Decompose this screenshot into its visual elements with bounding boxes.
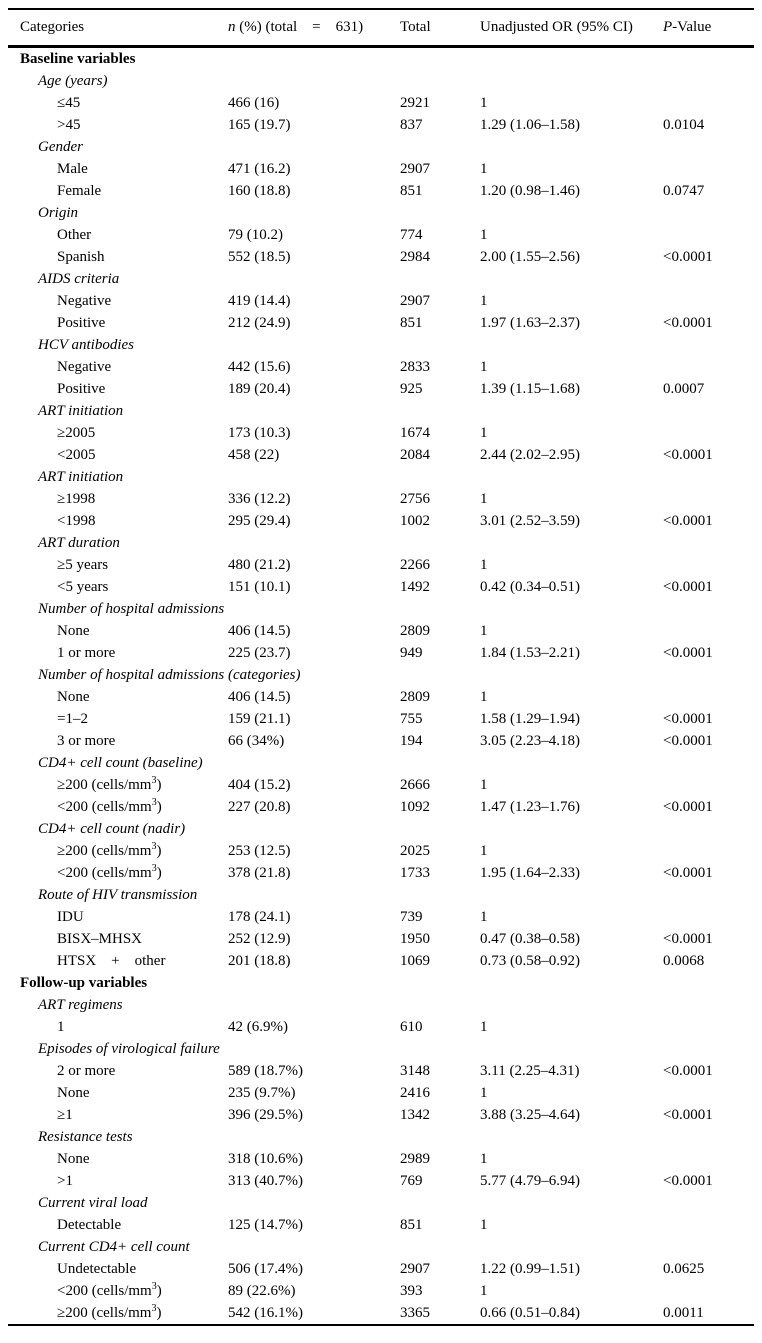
n-cell: 506 (17.4%) [228, 1261, 303, 1277]
pvalue-cell: <0.0001 [663, 865, 713, 881]
pvalue-cell [651, 1280, 754, 1302]
n-cell: 442 (15.6) [228, 359, 291, 375]
or-cell: 1 [480, 491, 488, 507]
total-cell: 1002 [400, 513, 430, 529]
n-cell: 396 (29.5%) [228, 1107, 303, 1123]
or-cell: 1.97 (1.63–2.37) [480, 315, 580, 331]
or-cell: 1 [480, 1085, 488, 1101]
table-row [8, 290, 754, 312]
or-cell: 1 [480, 161, 488, 177]
total-cell: 837 [400, 117, 423, 133]
stat-table [8, 8, 754, 1326]
or-cell: 5.77 (4.79–6.94) [480, 1173, 580, 1189]
col-header-pvalue [651, 9, 754, 47]
or-cell: 0.42 (0.34–0.51) [480, 579, 580, 595]
category-cell: Route of HIV transmission [38, 887, 198, 903]
or-cell: 2.00 (1.55–2.56) [480, 249, 580, 265]
table-row [8, 862, 754, 884]
category-cell: ≥200 $(cells/mm^3)$ [57, 775, 162, 793]
category-cell: None [57, 1151, 90, 1167]
or-cell: 1 [480, 557, 488, 573]
category-cell: <200 $(cells/mm^3)$ [57, 863, 162, 881]
or-cell: 3.11 (2.25–4.31) [480, 1063, 580, 1079]
category-cell: 1 or more [57, 645, 116, 661]
category-cell: ART regimens [38, 997, 123, 1013]
col-header-n-rest: (%) (total = 631) [235, 19, 364, 35]
n-cell: 542 (16.1%) [228, 1305, 303, 1321]
pvalue-cell: 0.0625 [663, 1261, 705, 1277]
or-cell: 1 [480, 689, 488, 705]
n-cell: 89 (22.6%) [228, 1283, 296, 1299]
or-cell: 1 [480, 95, 488, 111]
category-cell: HTSX + other [57, 953, 166, 969]
table-row [8, 686, 754, 708]
total-cell: 1674 [400, 425, 430, 441]
n-cell: 471 (16.2) [228, 161, 291, 177]
category-cell: Episodes of virological failure [38, 1041, 220, 1057]
table-row [8, 598, 754, 620]
pvalue-cell: <0.0001 [663, 249, 713, 265]
col-header-p-italic: P [663, 19, 673, 35]
or-cell: 3.01 (2.52–3.59) [480, 513, 580, 529]
category-cell: None [57, 623, 90, 639]
n-cell: 173 (10.3) [228, 425, 291, 441]
n-cell: 165 (19.7) [228, 117, 291, 133]
pvalue-cell [651, 686, 754, 708]
table-row [8, 884, 754, 906]
total-cell: 3365 [400, 1305, 430, 1321]
total-cell: 755 [400, 711, 423, 727]
total-cell: 1092 [400, 799, 430, 815]
table-row [8, 158, 754, 180]
pvalue-cell [651, 840, 754, 862]
table-row [8, 1170, 754, 1192]
n-cell: 178 (24.1) [228, 909, 291, 925]
or-cell: 2.44 (2.02–2.95) [480, 447, 580, 463]
table-row [8, 994, 754, 1016]
total-cell: 1492 [400, 579, 430, 595]
or-cell: 1.47 (1.23–1.76) [480, 799, 580, 815]
pvalue-cell [651, 1016, 754, 1038]
n-cell: 151 (10.1) [228, 579, 291, 595]
category-cell: CD4+ cell count (baseline) [38, 755, 203, 771]
n-cell: 406 (14.5) [228, 689, 291, 705]
table-row [8, 400, 754, 422]
table-row [8, 1038, 754, 1060]
table-row [8, 356, 754, 378]
category-cell: <200 $(cells/mm^3)$ [57, 797, 162, 815]
category-cell: 3 or more [57, 733, 116, 749]
n-cell: 252 (12.9) [228, 931, 291, 947]
category-cell: ≥1 [57, 1107, 73, 1123]
pvalue-cell: <0.0001 [663, 733, 713, 749]
n-cell: 79 (10.2) [228, 227, 283, 243]
total-cell: 2809 [400, 689, 430, 705]
total-cell: 2989 [400, 1151, 430, 1167]
n-cell: 159 (21.1) [228, 711, 291, 727]
table-row [8, 1082, 754, 1104]
table-row [8, 554, 754, 576]
table-row [8, 47, 754, 71]
table-row [8, 114, 754, 136]
table-row [8, 70, 754, 92]
table-row [8, 1016, 754, 1038]
col-header-or: Unadjusted OR (95% CI) [468, 9, 651, 47]
or-cell: 1 [480, 1019, 488, 1035]
pvalue-cell: 0.0068 [663, 953, 705, 969]
total-cell: 194 [400, 733, 423, 749]
n-cell: 201 (18.8) [228, 953, 291, 969]
table-row [8, 224, 754, 246]
table-row [8, 268, 754, 290]
n-cell: 212 (24.9) [228, 315, 291, 331]
category-cell: 1 [57, 1019, 65, 1035]
total-cell: 2756 [400, 491, 430, 507]
table-row [8, 796, 754, 818]
category-cell: ≤45 [57, 95, 81, 111]
n-cell: 378 (21.8) [228, 865, 291, 881]
category-cell: Male [57, 161, 88, 177]
category-cell: Number of hospital admissions (categories) [38, 667, 301, 683]
total-cell: 1069 [400, 953, 430, 969]
n-cell: 227 (20.8) [228, 799, 291, 815]
table-row [8, 1148, 754, 1170]
category-cell: ART duration [38, 535, 120, 551]
n-cell: 235 (9.7%) [228, 1085, 296, 1101]
table-row [8, 334, 754, 356]
category-cell: Current viral load [38, 1195, 148, 1211]
table-row [8, 466, 754, 488]
total-cell: 1950 [400, 931, 430, 947]
category-cell: Follow-up variables [20, 975, 148, 991]
category-cell: AIDS criteria [38, 271, 120, 287]
pvalue-cell [651, 774, 754, 796]
category-cell: >1 [57, 1173, 73, 1189]
pvalue-cell: <0.0001 [663, 799, 713, 815]
table-row [8, 576, 754, 598]
table-row [8, 312, 754, 334]
n-cell: 552 (18.5) [228, 249, 291, 265]
col-header-n [216, 9, 388, 47]
or-cell: 1.39 (1.15–1.68) [480, 381, 580, 397]
n-cell: 466 (16) [228, 95, 280, 111]
col-header-categories: Categories [8, 9, 216, 47]
pvalue-cell: <0.0001 [663, 315, 713, 331]
category-cell: ≥200 $(cells/mm^3)$ [57, 1303, 162, 1321]
category-cell: ≥5 years [57, 557, 109, 573]
table-row [8, 1060, 754, 1082]
category-cell: <5 years [57, 579, 109, 595]
total-cell: 774 [400, 227, 423, 243]
header-row [8, 9, 754, 47]
pvalue-cell: <0.0001 [663, 447, 713, 463]
or-cell: 1 [480, 425, 488, 441]
total-cell: 610 [400, 1019, 423, 1035]
n-cell: 419 (14.4) [228, 293, 291, 309]
table-row [8, 444, 754, 466]
total-cell: 3148 [400, 1063, 430, 1079]
n-cell: 125 (14.7%) [228, 1217, 303, 1233]
category-cell: Detectable [57, 1217, 122, 1233]
pvalue-cell: <0.0001 [663, 1173, 713, 1189]
pvalue-cell: <0.0001 [663, 645, 713, 661]
n-cell: 295 (29.4) [228, 513, 291, 529]
category-cell: <2005 [57, 447, 96, 463]
category-cell: Number of hospital admissions [38, 601, 225, 617]
total-cell: 851 [400, 315, 423, 331]
category-cell: BISX–MHSX [57, 931, 143, 947]
category-cell: Age (years) [38, 73, 108, 89]
or-cell: 1.20 (0.98–1.46) [480, 183, 580, 199]
category-cell: 2 or more [57, 1063, 116, 1079]
total-cell: 769 [400, 1173, 423, 1189]
pvalue-cell [651, 422, 754, 444]
category-cell: HCV antibodies [38, 337, 134, 353]
table-row [8, 1104, 754, 1126]
table-row [8, 906, 754, 928]
or-cell: 1.22 (0.99–1.51) [480, 1261, 580, 1277]
n-cell: 189 (20.4) [228, 381, 291, 397]
total-cell: 2416 [400, 1085, 430, 1101]
table-row [8, 532, 754, 554]
table-row [8, 1192, 754, 1214]
pvalue-cell [651, 1082, 754, 1104]
or-cell: 1 [480, 227, 488, 243]
category-cell: Current CD4+ cell count [38, 1239, 190, 1255]
or-cell: 1 [480, 293, 488, 309]
total-cell: 1342 [400, 1107, 430, 1123]
pvalue-cell [651, 224, 754, 246]
total-cell: 2809 [400, 623, 430, 639]
category-cell: None [57, 689, 90, 705]
table-row [8, 642, 754, 664]
table-row [8, 1280, 754, 1302]
category-cell: Baseline variables [20, 51, 136, 67]
table-row [8, 1126, 754, 1148]
or-cell: 1.95 (1.64–2.33) [480, 865, 580, 881]
category-cell: Gender [38, 139, 83, 155]
col-header-total: Total [388, 9, 468, 47]
table-row [8, 620, 754, 642]
pvalue-cell: <0.0001 [663, 931, 713, 947]
table-row [8, 1302, 754, 1325]
category-cell: Negative [57, 359, 112, 375]
table-row [8, 1214, 754, 1236]
n-cell: 225 (23.7) [228, 645, 291, 661]
category-cell: Resistance tests [38, 1129, 133, 1145]
n-cell: 313 (40.7%) [228, 1173, 303, 1189]
n-cell: 336 (12.2) [228, 491, 291, 507]
category-cell: >45 [57, 117, 81, 133]
or-cell: 1 [480, 777, 488, 793]
pvalue-cell: <0.0001 [663, 711, 713, 727]
pvalue-cell [651, 488, 754, 510]
pvalue-cell [651, 906, 754, 928]
or-cell: 0.66 (0.51–0.84) [480, 1305, 580, 1321]
n-cell: 66 (34%) [228, 733, 285, 749]
table-row [8, 950, 754, 972]
category-cell: Female [57, 183, 102, 199]
pvalue-cell: 0.0011 [663, 1305, 704, 1321]
table-row [8, 378, 754, 400]
table-row [8, 180, 754, 202]
table-row [8, 708, 754, 730]
table-row [8, 92, 754, 114]
total-cell: 925 [400, 381, 423, 397]
col-header-p-rest: -Value [672, 19, 712, 35]
or-cell: 1 [480, 1151, 488, 1167]
category-cell: CD4+ cell count (nadir) [38, 821, 186, 837]
or-cell: 1 [480, 843, 488, 859]
table-row [8, 1258, 754, 1280]
category-cell: Negative [57, 293, 112, 309]
category-cell: Positive [57, 381, 106, 397]
total-cell: 2921 [400, 95, 430, 111]
table-row [8, 202, 754, 224]
pvalue-cell: <0.0001 [663, 579, 713, 595]
n-cell: 480 (21.2) [228, 557, 291, 573]
total-cell: 393 [400, 1283, 423, 1299]
category-cell: ART initiation [38, 403, 124, 419]
n-cell: 253 (12.5) [228, 843, 291, 859]
pvalue-cell: 0.0747 [663, 183, 705, 199]
category-cell: Undetectable [57, 1261, 137, 1277]
or-cell: 1 [480, 909, 488, 925]
total-cell: 851 [400, 183, 423, 199]
n-cell: 42 (6.9%) [228, 1019, 288, 1035]
table-row [8, 928, 754, 950]
category-cell: Spanish [57, 249, 105, 265]
pvalue-cell [651, 1148, 754, 1170]
pvalue-cell [651, 158, 754, 180]
total-cell: 2907 [400, 161, 430, 177]
n-cell: 318 (10.6%) [228, 1151, 303, 1167]
pvalue-cell: <0.0001 [663, 1107, 713, 1123]
total-cell: 2907 [400, 293, 430, 309]
category-cell: =1–2 [57, 711, 88, 727]
n-cell: 589 (18.7%) [228, 1063, 303, 1079]
total-cell: 739 [400, 909, 423, 925]
category-cell: ≥2005 [57, 425, 96, 441]
total-cell: 2833 [400, 359, 430, 375]
total-cell: 1733 [400, 865, 430, 881]
table-row [8, 730, 754, 752]
table-row [8, 488, 754, 510]
category-cell: Positive [57, 315, 106, 331]
or-cell: 1 [480, 1283, 488, 1299]
category-cell: Other [57, 227, 92, 243]
col-header-n-italic: n [228, 19, 236, 35]
category-cell: None [57, 1085, 90, 1101]
category-cell: <200 $(cells/mm^3)$ [57, 1281, 162, 1299]
or-cell: 1 [480, 623, 488, 639]
or-cell: 3.88 (3.25–4.64) [480, 1107, 580, 1123]
n-cell: 160 (18.8) [228, 183, 291, 199]
pvalue-cell [651, 290, 754, 312]
table-row [8, 752, 754, 774]
pvalue-cell: 0.0104 [663, 117, 705, 133]
pvalue-cell [651, 620, 754, 642]
table-row [8, 1236, 754, 1258]
total-cell: 2025 [400, 843, 430, 859]
or-cell: 0.73 (0.58–0.92) [480, 953, 580, 969]
category-cell: ≥200 $(cells/mm^3)$ [57, 841, 162, 859]
n-cell: 458 (22) [228, 447, 280, 463]
category-cell: <1998 [57, 513, 96, 529]
category-cell: Origin [38, 205, 79, 221]
n-cell: 404 (15.2) [228, 777, 291, 793]
category-cell: IDU [57, 909, 84, 925]
total-cell: 949 [400, 645, 423, 661]
category-cell: ≥1998 [57, 491, 96, 507]
total-cell: 2666 [400, 777, 430, 793]
total-cell: 2084 [400, 447, 430, 463]
or-cell: 1.58 (1.29–1.94) [480, 711, 580, 727]
table-row [8, 664, 754, 686]
total-cell: 851 [400, 1217, 423, 1233]
or-cell: 1.84 (1.53–2.21) [480, 645, 580, 661]
pvalue-cell [651, 1214, 754, 1236]
table-row [8, 774, 754, 796]
table-row [8, 246, 754, 268]
or-cell: 3.05 (2.23–4.18) [480, 733, 580, 749]
pvalue-cell: <0.0001 [663, 1063, 713, 1079]
total-cell: 2266 [400, 557, 430, 573]
table-row [8, 972, 754, 994]
total-cell: 2984 [400, 249, 430, 265]
pvalue-cell [651, 356, 754, 378]
pvalue-cell: <0.0001 [663, 513, 713, 529]
table-body [8, 47, 754, 1326]
pvalue-cell [651, 554, 754, 576]
table-row [8, 818, 754, 840]
or-cell: 0.47 (0.38–0.58) [480, 931, 580, 947]
table-row [8, 510, 754, 532]
table-row [8, 422, 754, 444]
or-cell: 1 [480, 359, 488, 375]
table-row [8, 840, 754, 862]
or-cell: 1.29 (1.06–1.58) [480, 117, 580, 133]
category-cell: ART initiation [38, 469, 124, 485]
total-cell: 2907 [400, 1261, 430, 1277]
pvalue-cell [651, 92, 754, 114]
pvalue-cell: 0.0007 [663, 381, 705, 397]
table-row [8, 136, 754, 158]
or-cell: 1 [480, 1217, 488, 1233]
n-cell: 406 (14.5) [228, 623, 291, 639]
